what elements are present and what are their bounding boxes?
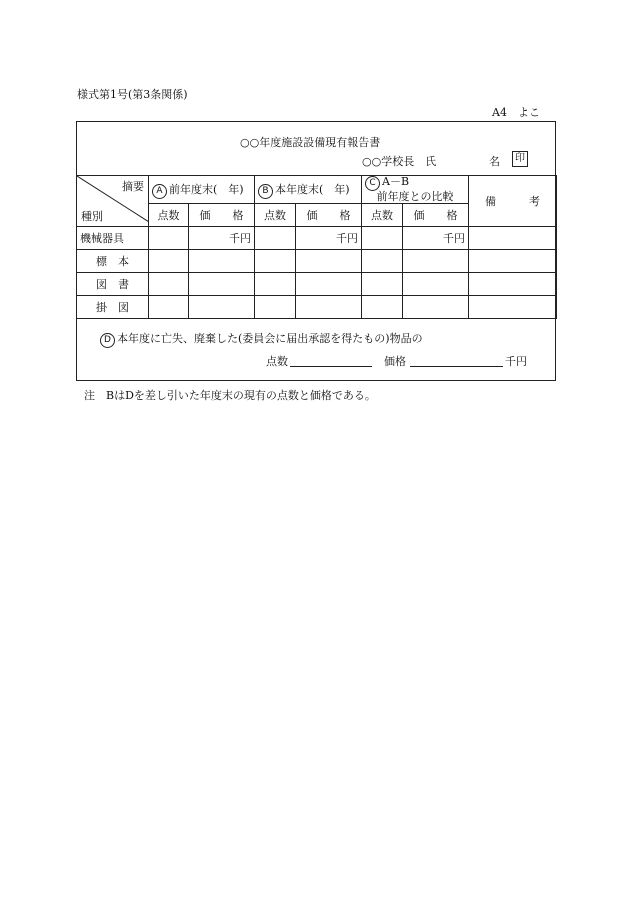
cell [255,227,296,250]
sub-price-a: 価 格 [189,204,255,227]
unit-label: 千円 [189,227,255,250]
table-row [77,227,557,250]
table-row [77,250,557,273]
circled-b: B [258,184,273,199]
inventory-table [76,175,557,319]
row-label: 掛 図 [77,296,149,319]
circled-c: C [365,176,380,191]
report-title: ○○年度施設設備現有報告書 [240,136,381,149]
diagonal-header-cell [77,176,149,227]
table-row [77,296,557,319]
row-label: 標 本 [77,250,149,273]
cell [362,227,403,250]
seal-mark: 印 [512,151,528,167]
unit-label: 千円 [296,227,362,250]
col-a-label: 前年度末( 年) [169,182,244,196]
col-b-label: 本年度末( 年) [275,182,350,196]
sub-count-a: 点数 [149,204,189,227]
footnote: 注 BはDを差し引いた年度末の現有の点数と価格である。 [84,389,376,402]
col-c-label: 前年度との比較 [376,190,454,203]
remarks-header: 備 考 [469,176,557,227]
price-label: 価格 [384,355,406,368]
sub-count-c: 点数 [362,204,403,227]
price-blank-line [410,366,503,367]
sub-count-b: 点数 [255,204,296,227]
table-row [77,273,557,296]
sub-price-b: 価 格 [296,204,362,227]
cell [149,227,189,250]
col-a-header [149,176,255,204]
unit-label: 千円 [403,227,469,250]
yen-unit-label: 千円 [505,355,527,368]
row-label: 図 書 [77,273,149,296]
col-b-header [255,176,362,204]
school-head-label: ○○学校長 氏 [362,155,437,168]
sub-price-c: 価 格 [403,204,469,227]
form-number: 様式第1号(第3条関係) [77,88,188,101]
circled-a: A [152,184,167,199]
disposal-statement [100,330,423,348]
diag-header-top: 摘要 [122,180,144,193]
col-c-formula: A－B [382,175,410,188]
name-label: 名 [489,155,500,168]
diag-header-bottom: 種別 [81,210,103,223]
cell [469,227,557,250]
circled-d: D [100,333,115,348]
col-c-header [362,176,469,204]
paper-size: A4 よこ [492,106,540,119]
row-label: 機械器具 [77,227,149,250]
points-blank-line [290,366,372,367]
points-label: 点数 [266,355,288,368]
disposal-text: 本年度に亡失、廃棄した(委員会に届出承認を得たもの)物品の [117,332,423,345]
